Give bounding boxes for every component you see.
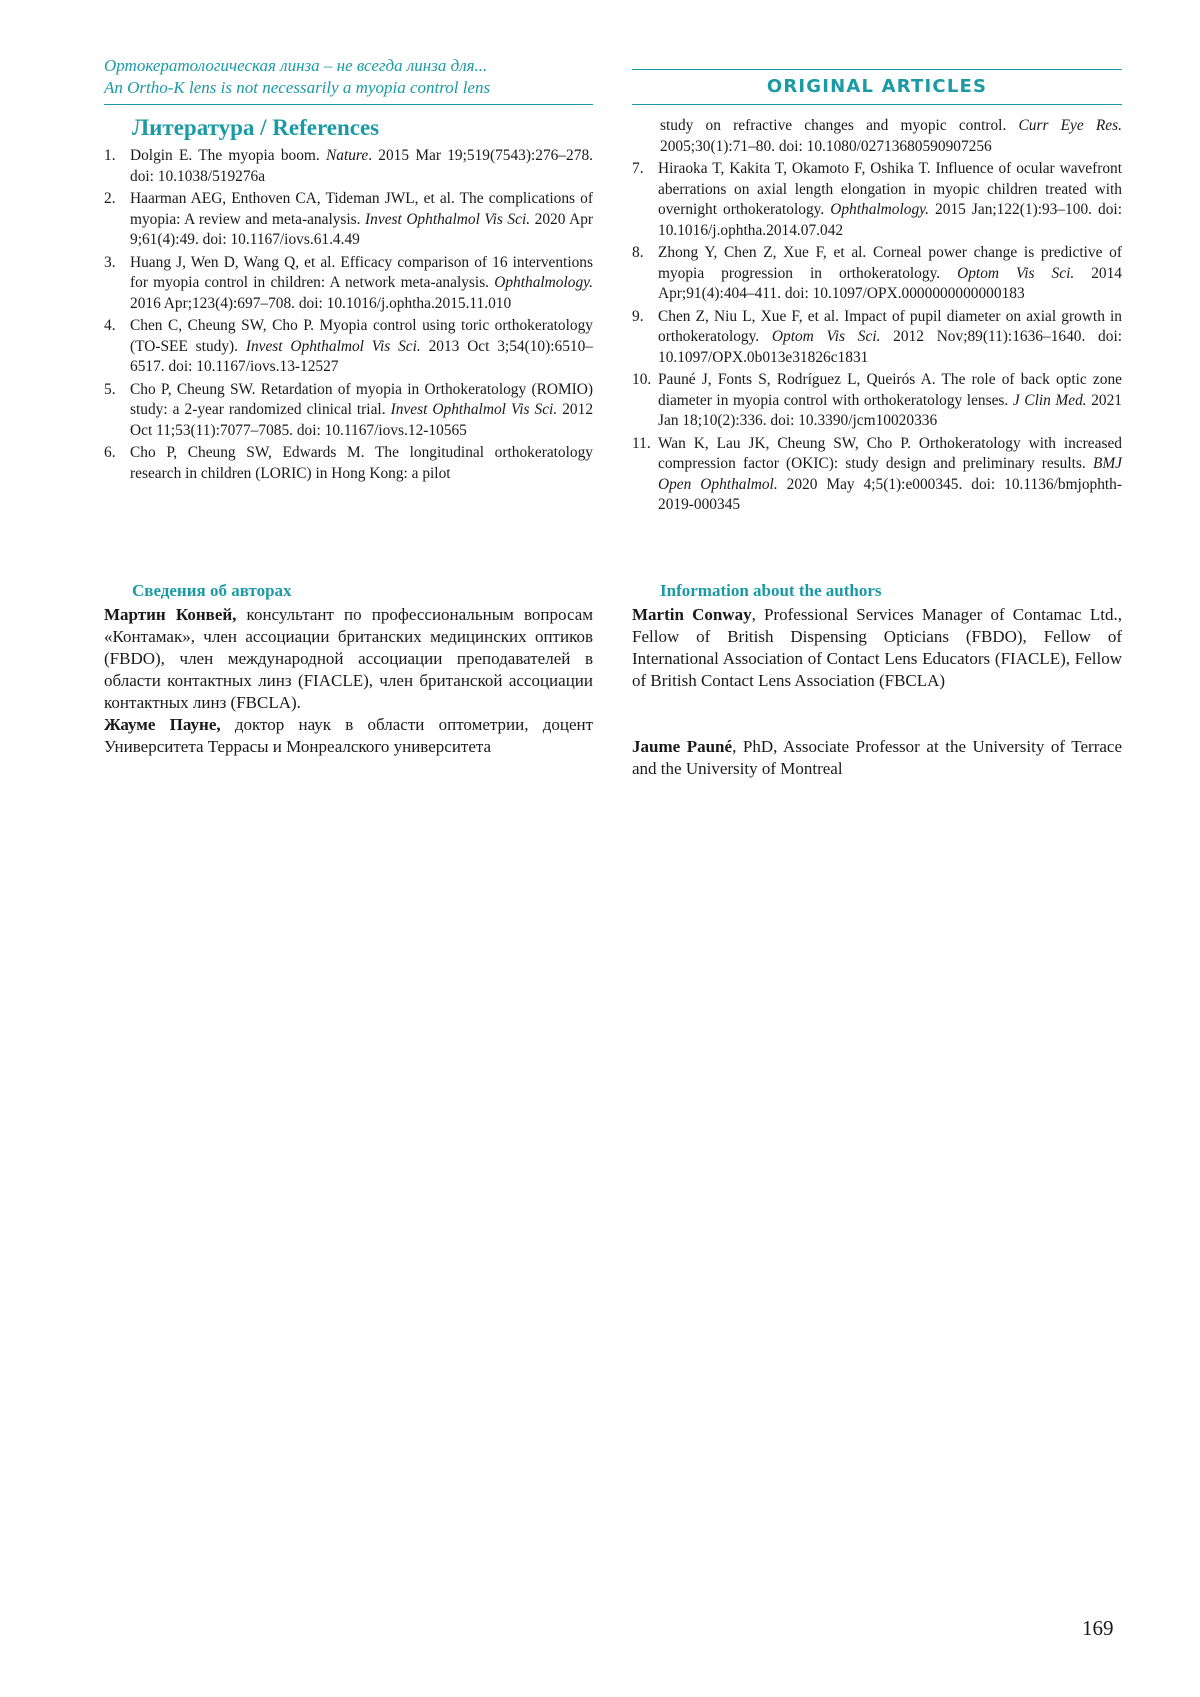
author-bio-ru: Мартин Конвей, консультант по профессиональным вопросам «Контамак», член ассоциации британских медицинских оптиков (FBDO), член международной ассоциации преподавателей в области контактных линз (FIACLE), член британской ассоциации контактных линз (FBCLA).: [104, 604, 593, 714]
reference-item: 2. Haarman AEG, Enthoven CA, Tideman JWL, et al. The complications of myopia: A review and meta-analysis. Invest Ophthalmol Vis Sci. 2020 Apr 9;61(4):49. doi: 10.1167/iovs.61.4.49: [104, 189, 593, 251]
reference-item: 5. Cho P, Cheung SW. Retardation of myopia in Orthokeratology (ROMIO) study: a 2-year randomized clinical trial. Invest Ophthalmol Vis Sci. 2012 Oct 11;53(11):7077–7085. doi: 10.1167/iovs.12-10565: [104, 380, 593, 442]
running-title-en: An Ortho-K lens is not necessarily a myopia control lens: [104, 77, 593, 99]
authors-en-section: [632, 580, 1122, 780]
reference-item: 10. Pauné J, Fonts S, Rodríguez L, Queirós A. The role of back optic zone diameter in myopia control with orthokeratology lenses. J Clin Med. 2021 Jan 18;10(2):336. doi: 10.3390/jcm10020336: [632, 370, 1122, 432]
header-right-divider-bottom: [632, 104, 1122, 105]
reference-item: 11. Wan K, Lau JK, Cheung SW, Cho P. Orthokeratology with increased compression factor (OKIC): study design and preliminary results. BMJ Open Ophthalmol. 2020 May 4;5(1):e000345. doi: 10.1136/bmjophth-2019-000345: [632, 434, 1122, 516]
running-title-ru: Ортокератологическая линза – не всегда линза для...: [104, 55, 593, 77]
reference-item: 4. Chen C, Cheung SW, Cho P. Myopia control using toric orthokeratology (TO-SEE study). Invest Ophthalmol Vis Sci. 2013 Oct 3;54(10):6510–6517. doi: 10.1167/iovs.13-12527: [104, 316, 593, 378]
references-left-column: [104, 110, 593, 486]
page-number: 169: [1082, 1616, 1114, 1641]
reference-item: 1. Dolgin E. The myopia boom. Nature. 2015 Mar 19;519(7543):276–278. doi: 10.1038/519276a: [104, 146, 593, 187]
authors-ru-title: Сведения об авторах: [132, 580, 593, 602]
references-right-column: [632, 116, 1122, 518]
reference-item: 8. Zhong Y, Chen Z, Xue F, et al. Corneal power change is predictive of myopia progression in orthokeratology. Optom Vis Sci. 2014 Apr;91(4):404–411. doi: 10.1097/OPX.0000000000000183: [632, 243, 1122, 305]
authors-en-title: Information about the authors: [660, 580, 1122, 602]
authors-ru-section: [104, 580, 593, 758]
reference-item: 6. Cho P, Cheung SW, Edwards M. The longitudinal orthokeratology research in children (LORIC) in Hong Kong: a pilot: [104, 443, 593, 484]
references-title: Литература / References: [132, 110, 593, 146]
author-bio-en: Jaume Pauné, PhD, Associate Professor at the University of Terrace and the University of Montreal: [632, 736, 1122, 780]
author-bio-en: Martin Conway, Professional Services Manager of Contamac Ltd., Fellow of British Dispensing Opticians (FBDO), Fellow of International Association of Contact Lens Educators (FIACLE), Fellow of British Contact Lens Association (FBCLA): [632, 604, 1122, 692]
reference-item: 9. Chen Z, Niu L, Xue F, et al. Impact of pupil diameter on axial growth in orthokeratology. Optom Vis Sci. 2012 Nov;89(11):1636–1640. doi: 10.1097/OPX.0b013e31826c1831: [632, 307, 1122, 369]
author-bio-ru: Жауме Пауне, доктор наук в области оптометрии, доцент Университета Террасы и Монреалского университета: [104, 714, 593, 758]
reference-item: 3. Huang J, Wen D, Wang Q, et al. Efficacy comparison of 16 interventions for myopia control in children: A network meta-analysis. Ophthalmology. 2016 Apr;123(4):697–708. doi: 10.1016/j.ophtha.2015.11.010: [104, 253, 593, 315]
reference-item-continuation: study on refractive changes and myopic control. Curr Eye Res. 2005;30(1):71–80. doi: 10.1080/02713680590907256: [632, 116, 1122, 157]
header-right-divider-top: [632, 69, 1122, 70]
section-label: ORIGINAL ARTICLES: [632, 76, 1122, 97]
header-left-divider: [104, 104, 593, 105]
reference-item: 7. Hiraoka T, Kakita T, Okamoto F, Oshika T. Influence of ocular wavefront aberrations on axial length elongation in myopic children treated with overnight orthokeratology. Ophthalmology. 2015 Jan;122(1):93–100. doi: 10.1016/j.ophtha.2014.07.042: [632, 159, 1122, 241]
running-title: [104, 55, 593, 99]
